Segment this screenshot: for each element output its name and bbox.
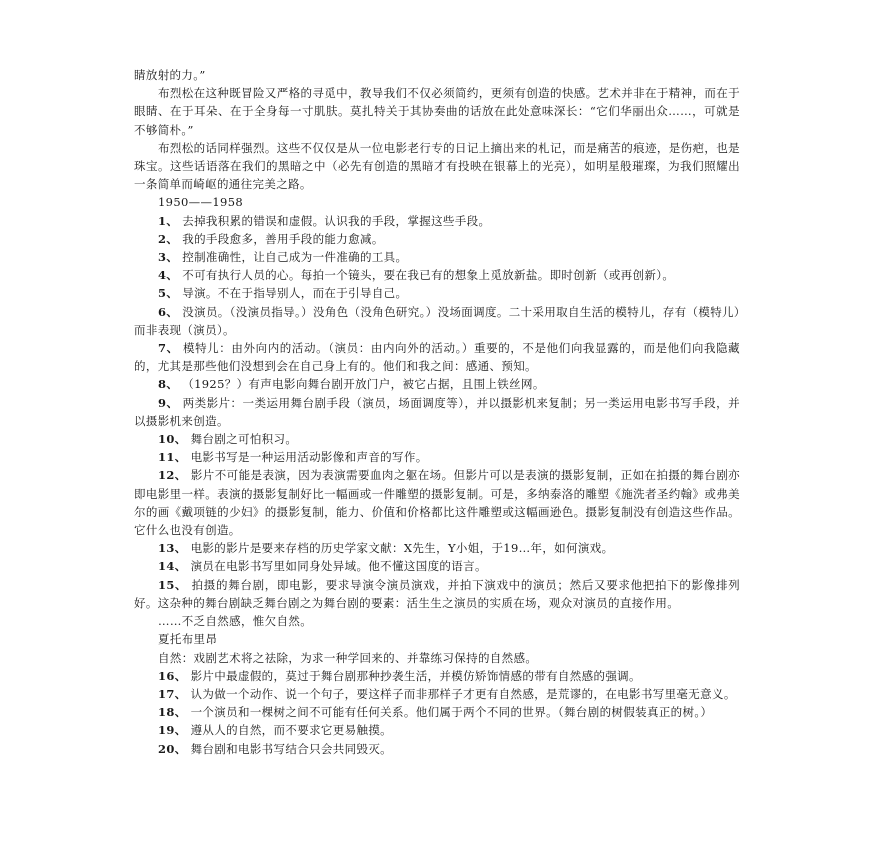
- paragraph-opening: 睛放射的力。”: [134, 68, 206, 82]
- numbered-note: [134, 448, 740, 466]
- note-text: 舞台剧和电影书写结合只会共同毁灭。: [190, 741, 393, 756]
- note-number: 8、: [158, 377, 179, 392]
- numbered-note: [134, 284, 740, 302]
- note-text: 我的手段愈多，善用手段的能力愈减。: [182, 231, 384, 246]
- numbered-note: [134, 430, 740, 448]
- note-number: 9、: [158, 395, 179, 410]
- note-number: 19、: [158, 723, 187, 738]
- numbered-note: [134, 740, 740, 758]
- note-number: 10、: [158, 432, 187, 447]
- note-text: （1925？）有声电影向舞台剧开放门户，被它占据，且围上铁丝网。: [182, 377, 545, 392]
- numbered-note: [134, 466, 740, 539]
- note-text: 影片不可能是表演，因为表演需要血肉之躯在场。但影片可以是表演的摄影复制，正如在拍摄的舞台剧亦即电影里一样。表演的摄影复制好比一幅画或一件雕塑的摄影复制。可是，多纳泰洛的雕塑《施洗者圣约翰》或弗美尔的画《戴项链的少妇》的摄影复制，能力、价值和价格都比这件雕塑或这幅画逊色。摄影复制没有创造这些作品。它什么也没有创造。: [134, 468, 740, 538]
- notes-list-part-1: [134, 212, 740, 612]
- note-text: 两类影片：一类运用舞台剧手段（演员，场面调度等），并以摄影机来复制；另一类运用电影书写手段，并以摄影机来创造。: [134, 395, 740, 428]
- note-number: 1、: [158, 213, 179, 228]
- numbered-note: [134, 721, 740, 739]
- numbered-note: [134, 230, 740, 248]
- note-number: 13、: [158, 541, 187, 556]
- numbered-note: [134, 339, 740, 375]
- note-text: 电影书写是一种运用活动影像和声音的写作。: [190, 450, 428, 465]
- paragraph-mozart-quote: 布烈松在这种既冒险又严格的寻觅中，教导我们不仅必须简约，更须有创造的快感。艺术并非在于精神，而在于眼睛、在于耳朵、在于全身每一寸肌肤。莫扎特关于其协奏曲的话放在此处意味深长：“它们华丽出众……，可就是不够简朴。”: [134, 86, 740, 137]
- note-text: 控制准确性，让自己成为一件准确的工具。: [182, 250, 408, 265]
- note-text: 不可有执行人员的心。每拍一个镜头，要在我已有的想象上觅放新盐。即时创新（或再创新）。: [182, 268, 675, 283]
- note-text: 认为做一个动作、说一个句子，要这样子而非那样子才更有自然感，是荒谬的，在电影书写里毫无意义。: [190, 686, 736, 701]
- notes-list-part-2: [134, 667, 740, 758]
- note-text: 去掉我积累的错误和虚假。认识我的手段，掌握这些手段。: [182, 213, 491, 228]
- note-number: 2、: [158, 231, 179, 246]
- numbered-note: [134, 375, 740, 393]
- note-text: 拍摄的舞台剧，即电影，要求导演令演员演戏，并拍下演戏中的演员；然后又要求他把拍下的影像排列好。这杂种的舞台剧缺乏舞台剧之为舞台剧的要素：活生生之演员的实质在场，观众对演员的直接作用。: [134, 577, 740, 610]
- numbered-note: [134, 248, 740, 266]
- numbered-note: [134, 703, 740, 721]
- document-page: [134, 66, 740, 758]
- numbered-note: [134, 685, 740, 703]
- section-heading-years: 1950——1958: [158, 195, 244, 210]
- paragraph-notes-intro: 布烈松的话同样强烈。这些不仅仅是从一位电影老行专的日记上摘出来的札记，而是痛苦的痕迹，是伤疤，也是珠宝。这些话语落在我们的黑暗之中（必先有创造的黑暗才有投映在银幕上的光亮），如明星般璀璨，为我们照耀出一条简单而崎岖的通往完美之路。: [134, 140, 740, 192]
- numbered-note: [134, 212, 740, 230]
- note-number: 14、: [158, 559, 187, 574]
- note-number: 7、: [158, 341, 179, 356]
- ellipsis-line: ……不乏自然感，惟欠自然。: [158, 614, 313, 629]
- note-number: 5、: [158, 286, 179, 301]
- note-number: 12、: [158, 468, 187, 483]
- numbered-note: [134, 557, 740, 575]
- note-text: 影片中最虚假的，莫过于舞台剧那种抄袭生活，并模仿矫饰情感的带有自然感的强调。: [190, 668, 641, 683]
- note-number: 11、: [158, 450, 187, 465]
- note-text: 电影的影片是要来存档的历史学家文献：X先生，Y小姐，于19…年，如何演戏。: [190, 541, 614, 556]
- note-text: 遵从人的自然，而不要求它更易触摸。: [190, 723, 393, 738]
- note-number: 6、: [158, 304, 179, 319]
- note-text: 模特儿：由外向内的活动。（演员：由内向外的活动。）重要的，不是他们向我显露的，而是他们向我隐藏的，尤其是那些他们没想到会在自己身上有的。他们和我之间：感通、预知。: [134, 341, 741, 374]
- note-number: 15、: [158, 577, 188, 592]
- note-number: 3、: [158, 250, 179, 265]
- numbered-note: [134, 266, 740, 284]
- quote-text: 自然：戏剧艺术将之祛除，为求一种学回来的、并靠练习保持的自然感。: [158, 650, 538, 665]
- note-number: 17、: [158, 686, 187, 701]
- note-text: 一个演员和一棵树之间不可能有任何关系。他们属于两个不同的世界。（舞台剧的树假装真正的树。）: [190, 705, 713, 720]
- note-text: 没演员。（没演员指导。）没角色（没角色研究。）没场面调度。二十采用取自生活的模特儿，存有（模特儿）而非表现（演员）。: [134, 304, 740, 337]
- note-text: 舞台剧之可怕积习。: [190, 432, 298, 447]
- note-number: 18、: [158, 705, 187, 720]
- quote-author: 夏托布里昂: [158, 632, 218, 647]
- note-text: 演员在电影书写里如同身处异域。他不懂这国度的语言。: [190, 559, 487, 574]
- numbered-note: [134, 576, 740, 612]
- numbered-note: [134, 539, 740, 557]
- note-number: 20、: [158, 741, 187, 756]
- note-text: 导演。不在于指导别人，而在于引导自己。: [182, 286, 408, 301]
- numbered-note: [134, 667, 740, 685]
- note-number: 4、: [158, 268, 179, 283]
- note-number: 16、: [158, 668, 187, 683]
- numbered-note: [134, 394, 740, 430]
- numbered-note: [134, 303, 740, 339]
